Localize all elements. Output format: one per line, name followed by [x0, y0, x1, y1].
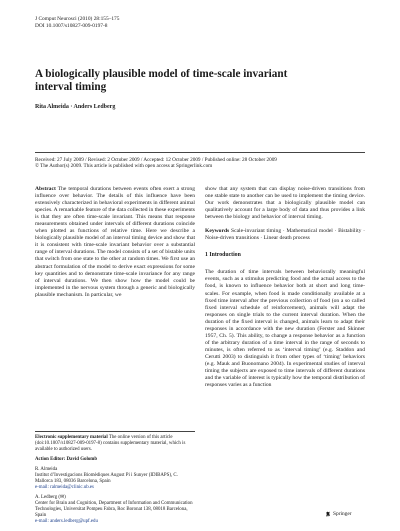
esm-note	[35, 435, 195, 453]
author2-affiliation	[35, 495, 195, 525]
abstract-column-right	[205, 186, 365, 389]
paper-title: A biologically plausible model of time-scale invariant interval timing	[35, 68, 288, 93]
esm-text: The online version of this article (doi:10.1007/s10827-009-0197-8) contains supplementary material, which is available to authorized users.	[35, 435, 186, 452]
keywords-label: Keywords	[205, 228, 230, 235]
received-dates: Received: 27 July 2009 / Revised: 2 October 2009 / Accepted: 12 October 2009 / Published online: 28 October 2009	[35, 157, 277, 163]
author-list: Rita Almeida · Anders Ledberg	[35, 104, 116, 110]
footnote-rule	[35, 431, 195, 432]
abstract-label: Abstract	[35, 186, 56, 192]
doi-line: DOI 10.1007/s10827-009-0197-8	[35, 23, 108, 29]
publication-history	[35, 157, 365, 170]
journal-header	[35, 16, 235, 30]
keywords-paragraph	[205, 228, 365, 242]
author1-email[interactable]: e-mail: ralmeida@clinic.ub.es	[35, 485, 94, 490]
divider	[35, 152, 365, 153]
abstract-paragraph	[35, 186, 195, 299]
author2-name: A. Ledberg (✉)	[35, 495, 66, 500]
copyright-line: © The Author(s) 2009. This article is published with open access at Springerlink.com	[35, 163, 213, 170]
keywords-text: Scale-invariant timing · Mathematical model · Bistability · Noise-driven transitions · Linear death process	[205, 228, 365, 242]
action-editor: Action Editor: David Golomb	[35, 457, 98, 462]
author1-institute: Institut d’Investigacions Biomèdiques August Pi i Sunyer (IDIBAPS), C. Mallorca 183, 08036 Barcelona, Spain	[35, 473, 178, 484]
introduction-heading: 1 Introduction	[205, 252, 241, 259]
introduction-text: The duration of time intervals between behaviorally meaningful events, such as a stimulus predicting food and the actual access to the food, is known to influence behavior both at short and long time-scales. For example, when food is made conditionally available at a fixed time interval after the previous collection of food (on a so called fixed interval schedule of reinforcement), animals will adapt the responses on single trials to the current interval duration. When the duration of the fixed interval is changed, animals learn to adapt their responses in accordance with the new duration (Ferster and Skinner 1957, Ch. 5). This ability, to change a response behavior as a function of the arbitrary duration of a time interval in the range of seconds to minutes, is often referred to as ‘interval timing’ (e.g. Staddon and Cerutti 2003) to distinguish it from other types of ‘timing’ behaviors (e.g. Mauk and Buonomano 2004). In experimental studies of interval timing the subjects are exposed to time intervals of different durations and the variable of interest is typically how the temporal distribution of responses varies as a function	[205, 269, 365, 389]
author2-email[interactable]: e-mail: anders.ledberg@upf.edu	[35, 519, 98, 524]
abstract-column-left	[35, 186, 195, 299]
springer-horse-icon	[325, 511, 331, 517]
abstract-continuation: show that any system that can display noise-driven transitions from one stable state to another can be used to implement the timing device. Our work demonstrates that a biologically plausible model can qualitatively account for a large body of data and thus provides a link between the biology and behavior of interval timing.	[205, 186, 365, 221]
author1-name: R. Almeida	[35, 467, 58, 472]
author2-institute: Center for Brain and Cognition, Department of Information and Communication Technologies, Universitat Pompeu Fabra, Roc Boronat 138, 08018 Barcelona, Spain	[35, 501, 193, 518]
publisher-name: Springer	[333, 511, 352, 517]
footnotes	[35, 431, 195, 529]
author1-affiliation	[35, 467, 195, 491]
journal-citation: J Comput Neurosci (2010) 28:155–175	[35, 16, 120, 22]
publisher-logo	[325, 511, 352, 517]
abstract-text: The temporal durations between events often exert a strong influence over behavior. The details of this influence have been extensively characterized in behavioral experiments in different animal species. A remarkable feature of the data collected in these experiments is that they are often time-scale invariant. This means that response measurements obtained under intervals of different durations coincide when plotted as functions of relative time. Here we describe a biologically plausible model of an interval timing device and show that it is consistent with time-scale invariant behavior over a substantial range of interval durations. The model consists of a set of bistable units that switch from one state to the other at random times. We first use an abstract formulation of the model to derive exact expressions for some key quantities and to demonstrate time-scale invariance for any range of interval durations. We then show how the model could be implemented in the nervous system through a generic and biologically plausible mechanism. In particular, we	[35, 186, 195, 298]
esm-label: Electronic supplementary material	[35, 435, 108, 440]
